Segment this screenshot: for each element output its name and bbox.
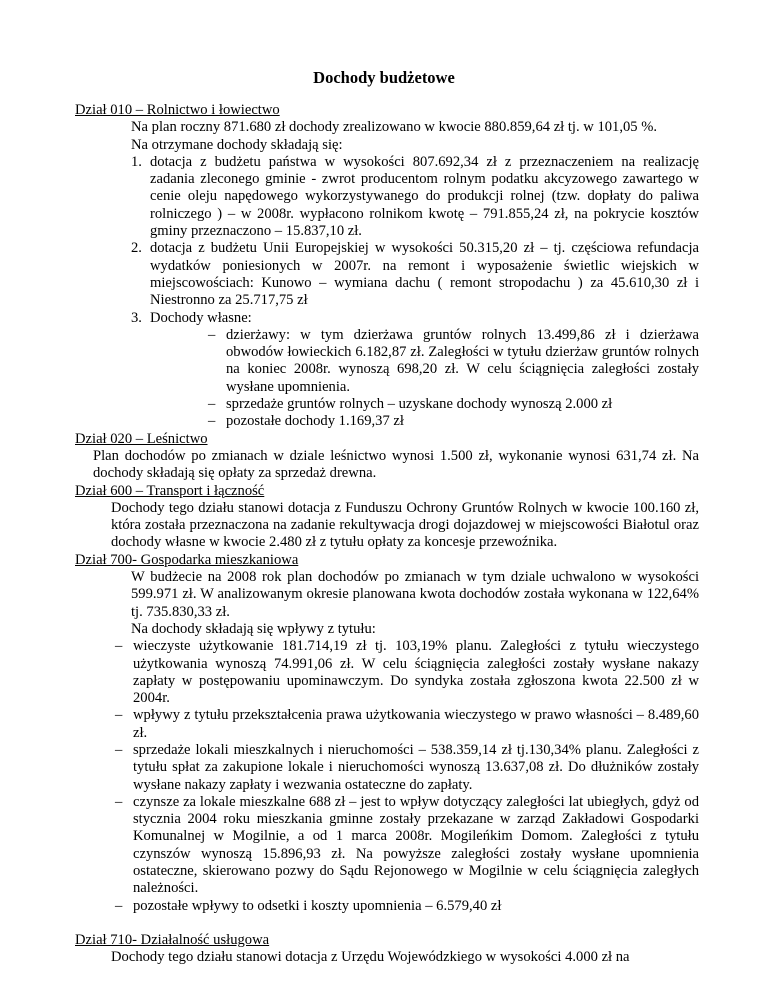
list-item: – wpływy z tytułu przekształcenia prawa użytkowania wieczystego w prawo własności – 8.489,60 zł. — [115, 707, 699, 741]
list-item: – sprzedaże lokali mieszkalnych i nieruchomości – 538.359,14 zł tj.130,34% planu. Zaległości z tytułu spłat za zakupione lokale i nieruchomości wynoszą 13.637,08 zł. Do dłużników zostały wysłane nakazy zapłaty i wezwania ostateczne do zapłaty. — [115, 741, 699, 793]
section-020-text: Plan dochodów po zmianach w dziale leśnictwo wynosi 1.500 zł, wykonanie wynosi 631,74 zł. Na dochody składają się opłaty za sprzedaż drewna. — [93, 447, 699, 482]
list-item: – sprzedaże gruntów rolnych – uzyskane dochody wynoszą 2.000 zł — [208, 396, 613, 413]
list-item: – czynsze za lokale mieszkalne 688 zł – jest to wpływ dotyczący zaległości lat ubiegłych, gdyż od stycznia 2004 roku mieszkania gminne zostały przekazane w zarząd Zakładowi Gospodarki Komunalnej w Mogilnie, a od 1 marca 2008r. Mogileńkim Domom. Zaległości z tytułu czynszów wynoszą 15.896,93 zł. Na powyższe zaległości zostały wysłane upomnienia ostateczne, skierowano pozwy do Sądu Rejonowego w Mogilnie w celu ściągnięcia zaległych należności. — [115, 793, 699, 897]
section-600-text: Dochody tego działu stanowi dotacja z Funduszu Ochrony Gruntów Rolnych w kwocie 100.160 zł, która została przeznaczona na zadanie rekultywacja drogi dojazdowej w miejscowości Białotul oraz dochody własne w kwocie 2.480 zł z tytułu opłaty za koncesje przewoźnika. — [111, 499, 699, 551]
section-700-intro: Na dochody składają się wpływy z tytułu: — [131, 620, 376, 637]
list-item: – dzierżawy: w tym dzierżawa gruntów rolnych 13.499,86 zł i dzierżawa obwodów łowieckich 6.182,87 zł. Zaległości w tytułu dzierżaw gruntów rolnych na koniec 2008r. wynoszą 698,20 zł. W celu ściągnięcia zaległości zostały wysłane upomnienia. — [208, 326, 699, 395]
list-item: 2. dotacja z budżetu Unii Europejskiej w wysokości 50.315,20 zł – tj. częściowa refundacja wydatków poniesionych w 2007r. na remont i wyposażenie świetlic wiejskich w miejscowościach: Kunowo – wymiana dachu ( remont stropodachu ) za 45.610,30 zł i Niestronno za 25.717,75 zł — [131, 240, 699, 309]
list-item: 1. dotacja z budżetu państwa w wysokości 807.692,34 zł z przeznaczeniem na realizację zadania zleconego gminie - zwrot producentom rolnym podatku akcyzowego zawartego w cenie oleju napędowego wykorzystywanego do produkcji rolnej (tzw. dopłaty do paliwa rolniczego ) – w 2008r. wypłacono rolnikom kwotę – 791.855,24 zł, na pokrycie kosztów gminy przeznaczono – 15.837,10 zł. — [131, 153, 699, 240]
section-700-list — [75, 638, 699, 915]
spacer — [75, 915, 699, 932]
sub-list — [75, 327, 699, 431]
section-heading-600: Dział 600 – Transport i łączność — [75, 482, 265, 499]
document-body — [75, 102, 699, 967]
list-item: 3. Dochody własne: — [131, 309, 252, 326]
list-item: – wieczyste użytkowanie 181.714,19 zł tj. 103,19% planu. Zaległości z tytułu wieczystego użytkowania wynoszą 74.991,06 zł. W celu ściągnięcia zaległości zostały wysłane nakazy zapłaty w postępowaniu upominawczym. Do syndyka została zgłoszona kwota 22.500 zł w 2004r. — [115, 638, 699, 707]
list-item: – pozostałe dochody 1.169,37 zł — [208, 413, 404, 430]
section-010-intro: Na otrzymane dochody składają się: — [131, 136, 343, 153]
section-heading-700: Dział 700- Gospodarka mieszkaniowa — [75, 551, 299, 568]
list-item: – pozostałe wpływy to odsetki i koszty upomnienia – 6.579,40 zł — [115, 897, 502, 914]
section-700-summary: W budżecie na 2008 rok plan dochodów po zmianach w tym dziale uchwalono w wysokości 599.971 zł. W analizowanym okresie planowana kwota dochodów została wykonana w 122,64% tj. 735.830,33 zł. — [131, 569, 699, 620]
section-heading-710: Dział 710- Działalność usługowa — [75, 931, 270, 948]
page-title: Dochody budżetowe — [313, 68, 455, 87]
section-heading-020: Dział 020 – Leśnictwo — [75, 430, 208, 447]
section-010-summary: Na plan roczny 871.680 zł dochody zrealizowano w kwocie 880.859,64 zł tj. w 101,05 %. — [131, 119, 658, 136]
section-710-text: Dochody tego działu stanowi dotacja z Urzędu Wojewódzkiego w wysokości 4.000 zł na — [111, 949, 630, 966]
section-heading-010: Dział 010 – Rolnictwo i łowiectwo — [75, 102, 280, 118]
